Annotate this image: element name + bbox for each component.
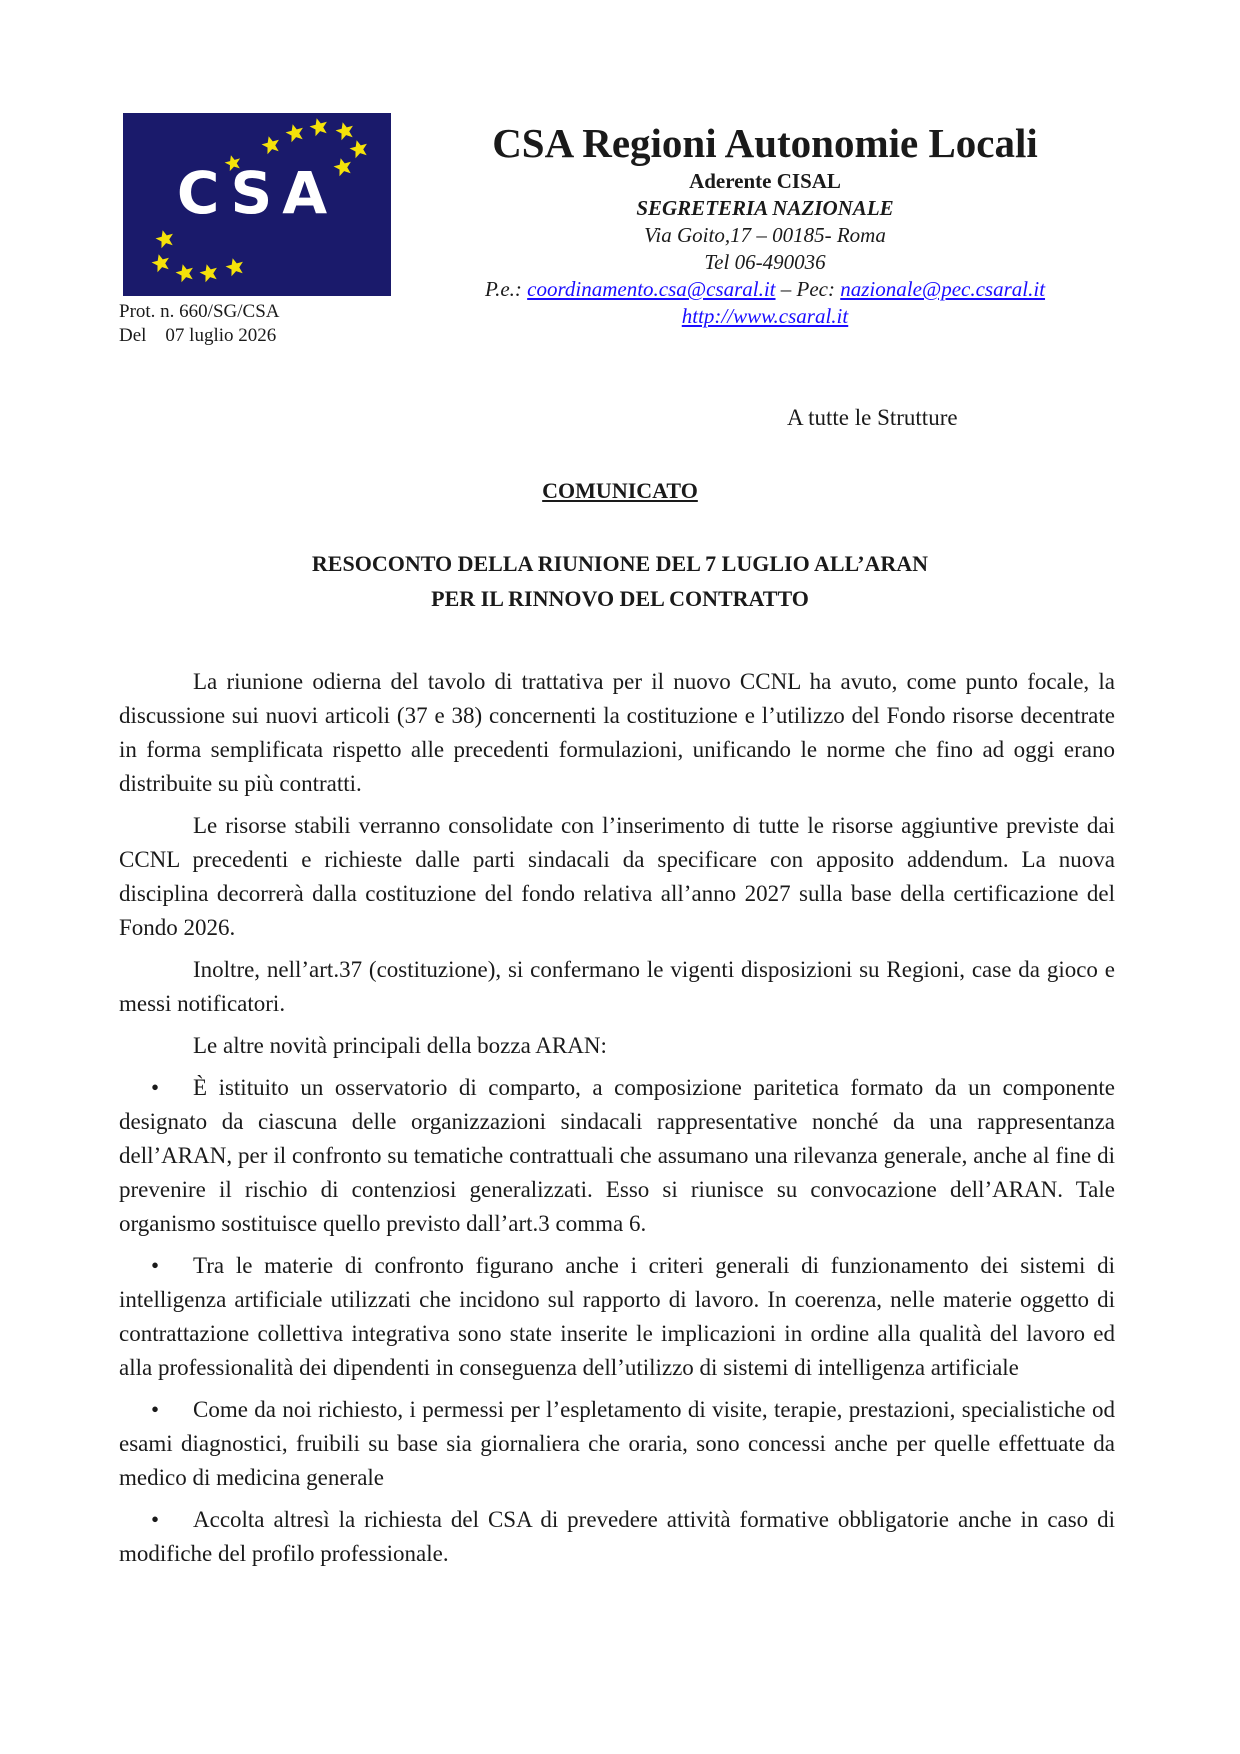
bullet-marker: • [151,1075,160,1100]
bullet-text: È istituito un osservatorio di comparto, a composizione paritetica formato da un componente designato da ciascuna delle organizzazioni sindacali rappresentative nonché da una rappresentanza dell’ARAN, per il confronto su tematiche contrattuali che assumano una rilevanza generale, anche al fine di prevenire il rischio di contenziosi generalizzati. Esso si riunisce su convocazione dell’ARAN. Tale organismo sostituisce quello previsto dall’art.3 comma 6. [119,1075,1115,1236]
logo-text: CSA [176,159,338,227]
website-link[interactable]: http://www.csaral.it [681,304,849,328]
protocol-number: Prot. n. 660/SG/CSA [119,301,280,322]
bullet-marker: • [151,1253,160,1278]
subject-line-2: PER IL RINNOVO DEL CONTRATTO [431,586,809,611]
bullet-item [119,1071,1115,1241]
recipient: A tutte le Strutture [787,405,958,430]
paragraph: Le risorse stabili verranno consolidate con l’inserimento di tutte le risorse aggiuntive previste dai CCNL precedenti e richieste dalle parti sindacali da specificare con apposito addendum. La nuova disciplina decorrerà dalla costituzione del fondo relativa all’anno 2027 sulla base della certificazione del Fondo 2026. [119,813,1115,940]
website-line [420,303,1110,330]
bullet-text: Come da noi richiesto, i permessi per l’espletamento di visite, terapie, prestazioni, specialistiche od esami diagnostici, fruibili su base sia giornaliera che oraria, sono concessi anche per quelle effettuate da medico di medicina generale [119,1397,1115,1490]
bullet-text: Tra le materie di confronto figurano anche i criteri generali di funzionamento dei sistemi di intelligenza artificiale utilizzati che incidono sul rapporto di lavoro. In coerenza, nelle materie oggetto di contrattazione collettiva integrativa sono state inserite le implicazioni in ordine alla qualità del lavoro ed alla professionalità dei dipendenti in conseguenza dell’utilizzo di sistemi di intelligenza artificiale [119,1253,1115,1380]
bullet-item [119,1503,1115,1571]
protocol-date: Del 07 luglio 2026 [119,325,277,346]
email-link[interactable]: coordinamento.csa@csaral.it [527,277,776,301]
protocol-block [119,300,279,348]
bullet-item [119,1249,1115,1385]
pec-link[interactable]: nazionale@pec.csaral.it [840,277,1046,301]
bullet-item [119,1393,1115,1495]
csa-logo-graphic [123,113,391,296]
paragraph: Inoltre, nell’art.37 (costituzione), si confermano le vigenti disposizioni su Regioni, case da gioco e messi notificatori. [119,957,1115,1016]
pec-prefix: – Pec: [775,277,841,301]
paragraph: La riunione odierna del tavolo di trattativa per il nuovo CCNL ha avuto, come punto focale, la discussione sui nuovi articoli (37 e 38) concernenti la costituzione e l’utilizzo del Fondo risorse decentrate in forma semplificata rispetto alle precedenti formulazioni, unificando le norme che fino ad oggi erano distribuite su più contratti. [119,669,1115,796]
paragraph: Le altre novità principali della bozza ARAN: [193,1033,607,1058]
bullet-marker: • [151,1507,160,1532]
address: Via Goito,17 – 00185- Roma [644,223,886,247]
email-prefix: P.e.: [484,277,528,301]
contact-line [420,276,1110,303]
letterhead [420,118,1110,330]
bullet-marker: • [151,1397,160,1422]
org-name: CSA Regioni Autonomie Locali [492,120,1038,166]
subject-heading [0,546,1240,616]
affiliation: Aderente CISAL [689,169,841,193]
telephone: Tel 06-490036 [704,250,826,274]
office-name: SEGRETERIA NAZIONALE [636,196,894,220]
csa-logo [123,113,391,296]
document-type-heading: COMUNICATO [542,478,698,503]
subject-line-1: RESOCONTO DELLA RIUNIONE DEL 7 LUGLIO ALL’ARAN [311,551,929,576]
bullet-text: Accolta altresì la richiesta del CSA di prevedere attività formative obbligatorie anche in caso di modifiche del profilo professionale. [119,1507,1115,1566]
document-body [119,665,1115,1579]
